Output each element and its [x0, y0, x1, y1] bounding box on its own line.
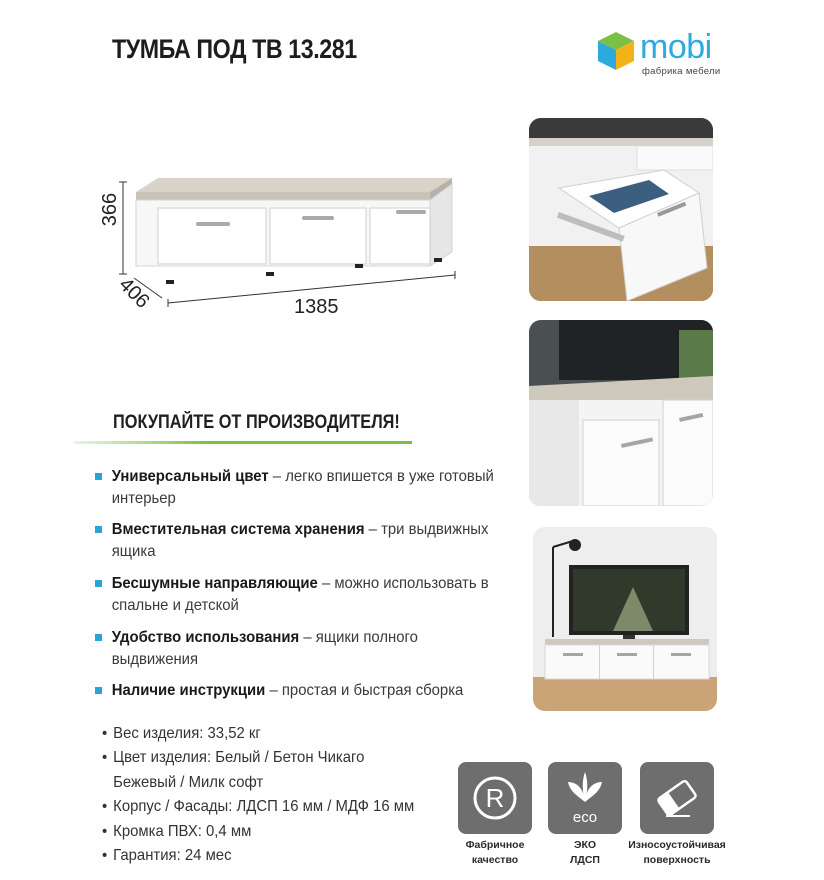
spec-material: Корпус / Фасады: ЛДСП 16 мм / МДФ 16 мм	[113, 798, 415, 816]
badge-factory-quality	[458, 762, 532, 834]
spec-warranty: Гарантия: 24 мес	[113, 847, 232, 865]
spec-row: • Цвет изделия: Белый / Бетон Чикаго	[102, 749, 365, 767]
registered-icon	[458, 762, 532, 834]
feature-title: Универсальный цвет	[111, 468, 269, 485]
dimension-width: 1385	[294, 296, 339, 318]
feature-text: – легко впишется в уже готовый интерьер	[111, 468, 494, 507]
spec-row: • Гарантия: 24 мес	[102, 847, 232, 865]
badge-label: Фабричное качество	[465, 839, 525, 866]
spec-row: • Вес изделия: 33,52 кг	[102, 725, 261, 742]
feature-text: – ящики полного выдвижения	[111, 629, 418, 668]
photo-interior	[533, 527, 717, 711]
feature-text: – можно использовать в спальне и детской	[111, 575, 489, 614]
feature-item	[95, 519, 515, 563]
badge-label: ЭКО ЛДСП	[570, 839, 600, 866]
svg-text:R: R	[485, 783, 505, 813]
feature-title: Бесшумные направляющие	[111, 575, 318, 592]
badge-wear-resistant	[640, 762, 714, 834]
product-drawing	[0, 170, 470, 320]
spec-row: • Кромка ПВХ: 0,4 мм	[102, 822, 252, 840]
page-title: ТУМБА ПОД ТВ 13.281	[112, 34, 357, 64]
eco-text: eco	[572, 809, 598, 826]
logo-subtitle: фабрика мебели	[642, 66, 721, 77]
spec-row: • Корпус / Фасады: ЛДСП 16 мм / МДФ 16 мм	[102, 798, 415, 816]
feature-title: Удобство использования	[111, 629, 300, 646]
badge-label: Износоустойчивая поверхность	[628, 839, 726, 866]
spec-row-continued	[102, 771, 414, 795]
photo-open-drawer	[529, 118, 713, 301]
spec-list	[102, 722, 438, 868]
section-underline	[74, 441, 412, 444]
feature-text: – три выдвижных ящика	[111, 521, 489, 560]
feature-item	[95, 573, 515, 617]
dimension-depth: 406	[114, 273, 154, 313]
spec-edge: Кромка ПВХ: 0,4 мм	[113, 822, 252, 840]
brand-logo	[596, 28, 726, 78]
badge-eco	[548, 762, 622, 834]
eraser-icon	[640, 762, 714, 834]
feature-title: Вместительная система хранения	[111, 521, 365, 538]
feature-text: – простая и быстрая сборка	[265, 682, 464, 699]
feature-item	[95, 466, 515, 510]
cube-logo-icon	[596, 28, 636, 72]
spec-weight: Вес изделия: 33,52 кг	[113, 725, 261, 742]
spec-color: Цвет изделия: Белый / Бетон Чикаго	[113, 749, 365, 767]
feature-item	[95, 627, 515, 671]
feature-item	[95, 680, 515, 702]
eco-leaf-icon	[548, 762, 622, 834]
logo-text: mobi	[640, 28, 712, 66]
photo-tabletop-detail	[529, 320, 713, 506]
feature-title: Наличие инструкции	[111, 682, 266, 699]
dimension-height: 366	[99, 192, 122, 227]
spec-color-continued: Бежевый / Милк софт	[113, 773, 264, 791]
section-title: ПОКУПАЙТЕ ОТ ПРОИЗВОДИТЕЛЯ!	[113, 412, 400, 433]
